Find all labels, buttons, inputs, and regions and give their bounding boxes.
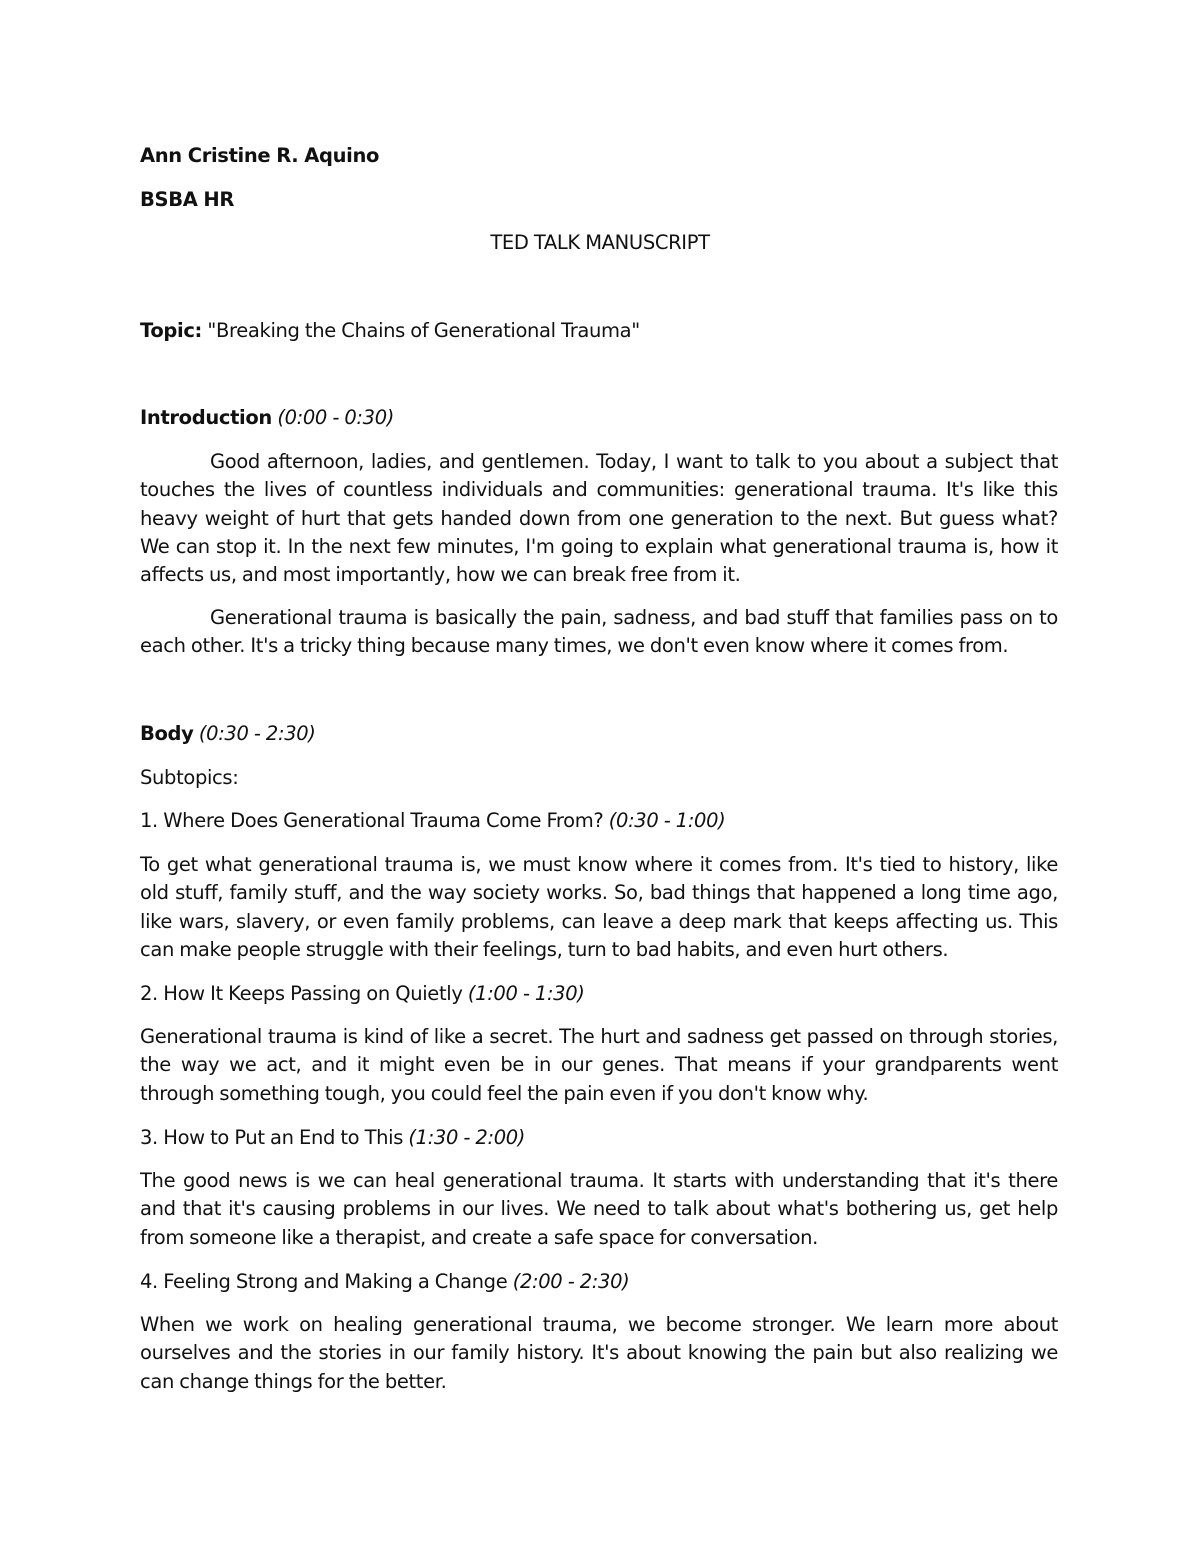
subtopic-time: (1:00 - 1:30) <box>467 982 585 1005</box>
introduction-paragraph-1 <box>140 448 1058 589</box>
paragraph-text: Generational trauma is basically the pain, sadness, and bad stuff that families pass on to each other. It's a tricky thing because many times, we don't even know where it comes from. <box>140 606 1058 658</box>
subtopic-title: 4. Feeling Strong and Making a Change <box>140 1270 508 1293</box>
subtopic-time: (2:00 - 2:30) <box>512 1270 630 1293</box>
subtopic-1-title-line <box>140 807 725 835</box>
subtopic-time: (0:30 - 1:00) <box>608 809 726 832</box>
subtopic-title: 2. How It Keeps Passing on Quietly <box>140 982 463 1005</box>
subtopics-label: Subtopics: <box>140 766 239 789</box>
paragraph-text: When we work on healing generational trauma, we become stronger. We learn more about ourselves and the stories in our family history. It's about knowing the pain but also realizing we can change things for the better. <box>140 1313 1058 1393</box>
subtopic-2-title-line <box>140 980 585 1008</box>
introduction-heading-line <box>140 404 394 432</box>
body-heading-line <box>140 720 316 748</box>
subtopic-2-paragraph <box>140 1023 1058 1108</box>
author-name: Ann Cristine R. Aquino <box>140 144 380 167</box>
subtopic-4-title-line <box>140 1268 629 1296</box>
subtopic-title: 1. Where Does Generational Trauma Come From? <box>140 809 604 832</box>
subtopic-3-title-line <box>140 1124 525 1152</box>
topic-line <box>140 317 640 345</box>
paragraph-text: To get what generational trauma is, we must know where it comes from. It's tied to history, like old stuff, family stuff, and the way society works. So, bad things that happened a long time ago, like wars, slavery, or even family problems, can leave a deep mark that keeps affecting us. This can make people struggle with their feelings, turn to bad habits, and even hurt others. <box>140 853 1058 961</box>
paragraph-text: Good afternoon, ladies, and gentlemen. Today, I want to talk to you about a subject that touches the lives of countless individuals and communities: generational trauma. It's like this heavy weight of hurt that gets handed down from one generation to the next. But guess what? We can stop it. In the next few minutes, I'm going to explain what generational trauma is, how it affects us, and most importantly, how we can break free from it. <box>140 450 1058 587</box>
subtopic-4-paragraph <box>140 1311 1058 1396</box>
document-title: TED TALK MANUSCRIPT <box>490 231 710 254</box>
introduction-paragraph-2 <box>140 604 1058 661</box>
topic-text: "Breaking the Chains of Generational Trauma" <box>202 319 640 342</box>
paragraph-text: The good news is we can heal generational trauma. It starts with understanding that it's there and that it's causing problems in our lives. We need to talk about what's bothering us, get help from someone like a therapist, and create a safe space for conversation. <box>140 1169 1058 1249</box>
introduction-heading: Introduction <box>140 406 272 429</box>
body-time: (0:30 - 2:30) <box>198 722 316 745</box>
introduction-time: (0:00 - 0:30) <box>277 406 395 429</box>
program-name: BSBA HR <box>140 188 235 211</box>
topic-label: Topic: <box>140 319 203 342</box>
subtopic-title: 3. How to Put an End to This <box>140 1126 404 1149</box>
subtopic-time: (1:30 - 2:00) <box>408 1126 526 1149</box>
subtopic-3-paragraph <box>140 1167 1058 1252</box>
body-heading: Body <box>140 722 194 745</box>
subtopic-1-paragraph <box>140 851 1058 964</box>
paragraph-text: Generational trauma is kind of like a secret. The hurt and sadness get passed on through stories, the way we act, and it might even be in our genes. That means if your grandparents went through something tough, you could feel the pain even if you don't know why. <box>140 1025 1058 1105</box>
